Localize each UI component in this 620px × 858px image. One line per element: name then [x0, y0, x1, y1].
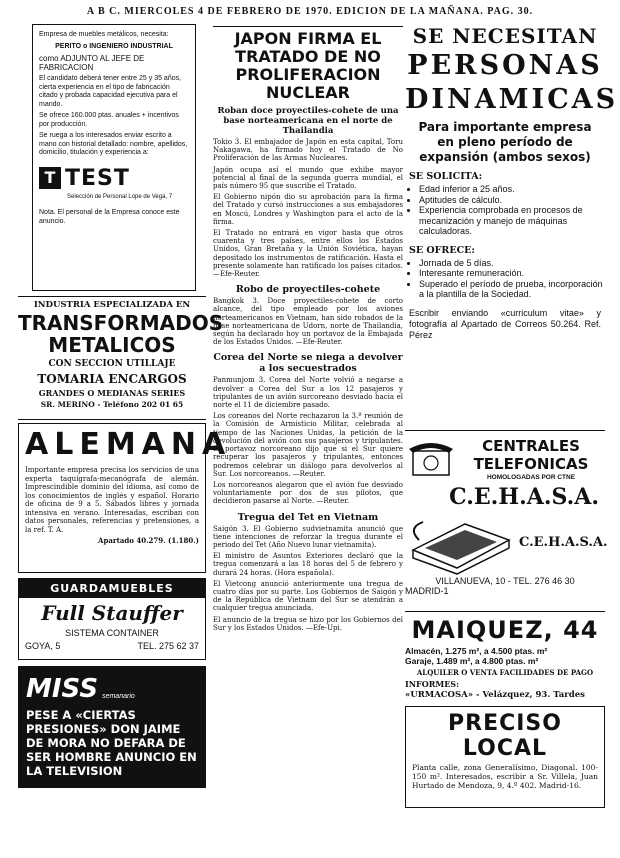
ad-guardamuebles-brand: Full Stauffer: [41, 601, 183, 625]
ad-miss-text: PESE A «CIERTAS PRESIONES» DON JAIME DE MORA NO DEFARA DE SER HOMBRE ANUNCIO EN LA TELEVISION: [26, 708, 197, 778]
test-address: Selección de Personal Lope de Vega, 7: [67, 193, 173, 200]
ad-miss-brand: MISS: [26, 674, 99, 704]
column-right: [405, 24, 619, 813]
ad-personas-ofrece: SE OFRECE:: [409, 244, 475, 256]
ad-guardamuebles-address: GOYA, 5: [25, 641, 61, 651]
article-paragraph: Japón ocupa así el mundo que exhibe mayor potencial al final de la segunda guerra mundial, el país número 95 que suscribe el Tratado.: [213, 165, 403, 191]
article-paragraph: El anuncio de la tregua se hizo por los Gobiernos del Sur y los Estados Unidos. —Efe-Upi.: [213, 615, 403, 632]
test-logo-icon: T: [39, 167, 61, 189]
test-logo-text: TEST: [65, 165, 130, 191]
ad-personas-line1: SE NECESITAN: [412, 24, 598, 48]
ad-maiquez-line1: Almacén, 1.275 m², a 4.500 ptas. m²: [405, 646, 548, 656]
article-paragraph: Saigón 3. El Gobierno sudvietnamita anunció que tiene intenciones de reforzar la tregua durante el periodo del Tet (Año Nuevo lunar vietnamita).: [213, 524, 403, 549]
test-logo-block: [39, 166, 189, 191]
ad-personas-line2: PERSONAS: [407, 50, 603, 81]
ad-personas-line4: Para importante empresa en pleno período de expansión (ambos sexos): [418, 120, 592, 164]
article-section-title: Corea del Norte se niega a devolver a los secuestrados: [213, 352, 403, 375]
list-item: • Experiencia comprobada en procesos de mecanización y manejo de máquinas calculadoras.: [419, 205, 605, 237]
ad-industria-line5: SR. MERINO - Teléfono 202 01 65: [40, 400, 184, 409]
telephone-icon: [405, 437, 457, 479]
ad-muebles-role: PERITO o INGENIERO INDUSTRIAL: [55, 42, 173, 50]
ad-miss-tag: semanario: [102, 693, 135, 700]
column-left: [18, 24, 232, 788]
ad-muebles-position: como ADJUNTO AL JEFE DE FABRICACION: [39, 54, 145, 72]
ad-personas-offers: [405, 258, 605, 300]
list-item: • Jornada de 5 días.: [419, 258, 605, 269]
ad-industria-line3: TOMARIA ENCARGOS: [37, 372, 187, 386]
ad-personas-requirements: [405, 184, 605, 237]
ad-guardamuebles-title: GUARDAMUEBLES: [19, 579, 205, 598]
ad-muebles-apply: Se ruega a los interesados enviar escrito a mano con historial detallado: nombre, apellidos, domicilio, titulación y experiencia a:: [39, 132, 188, 156]
ad-local: [405, 706, 605, 808]
ad-cehasa-brand-small: C.E.H.A.S.A.: [519, 534, 608, 550]
article-paragraph: El Vietcong anunció anteriormente una tregua de cuatro días por su parte. Los Gobiernos de Saigón y de la República de Vietnam del Sur se atendrán a cualquier tregua anunciada.: [213, 579, 403, 613]
article-section-title: Tregua del Tet en Vietnam: [237, 511, 379, 523]
page-header: A B C. MIERCOLES 4 DE FEBRERO DE 1970. EDICION DE LA MAÑANA. PAG. 30.: [86, 6, 534, 17]
ad-guardamuebles-phone: TEL. 275 62 37: [137, 641, 199, 651]
article-paragraph: El Gobierno nipón dio su aprobación para la firma del Tratado y cursó instrucciones a sus embajadores en Moscú, Londres y Washington para el acto de la firma.: [213, 193, 403, 226]
article-section-title: Robo de proyectiles-cohete: [235, 284, 381, 296]
article-headline: JAPON FIRMA EL TRATADO DE NO PROLIFERACION NUCLEAR: [234, 29, 382, 102]
article-paragraph: Bangkok 3. Doce proyectiles-cohete de corto alcance, del tipo empleado por los aviones norteamericanos en Vietnam, han sido robados de la base norteamericana de Udorn, norte de Thailandia, según ha declarado hoy un portavoz de la Embajada de los Estados Unidos. —Efe-Reuter.: [213, 297, 403, 347]
ad-maiquez-line2: Garaje, 1.489 m², a 4.800 ptas. m²: [405, 656, 539, 666]
article-paragraph: Tokio 3. El embajador de Japón en esta capital, Toru Nakagawa, ha firmado hoy el Tratado de No Proliferación de las Armas Nucleares.: [213, 138, 403, 163]
list-item: • Superado el período de prueba, incorporación a la plantilla de la Sociedad.: [419, 279, 605, 300]
ad-local-text: Planta calle, zona Generalísimo, Diagonal. 100-150 m². Interesados, escribir a Sr. Villela, Juan Hurtado de Mendoza, 9, 4.º 402. Madrid-16.: [412, 763, 598, 790]
ad-muebles-offer: Se ofrece 160.000 ptas. anuales + incentivos por producción.: [39, 112, 179, 128]
ad-personas-line3: DINAMICAS: [405, 84, 619, 115]
ad-maiquez-line5: «URMACOSA» - Velázquez, 93. Tardes: [405, 690, 585, 700]
ad-muebles-intro: Empresa de muebles metálicos, necesita:: [39, 31, 169, 38]
ad-alemana-title: ALEMANA: [25, 427, 232, 462]
switchboard-illustration: [405, 510, 515, 574]
article-paragraph: Los coreanos del Norte rechazaron la 3.ª reunión de la Comisión de Armisticio Militar, celebrada al tiempo de las Naciones Unidas, la petición de la devolución del avión con sus pasajeros y tripulantes. El portavoz norcoreano dijo que si el Sur quiere recuperar los pasajeros y tripulantes, entonces podremos celebrar un diálogo para devolverlos al Sur. Los norcoreanos. —Reuter.: [213, 412, 403, 478]
article-paragraph: Los norcoreanos alegaron que el avión fue desviado voluntariamente por dos de sus pilotos, que decidieron pasarse al Norte. —Reuter.: [213, 480, 403, 506]
ad-cehasa-city: MADRID-1: [405, 586, 449, 596]
ad-cehasa: [405, 437, 608, 607]
ad-guardamuebles: [18, 578, 206, 660]
ad-alemana-text: Importante empresa precisa los servicios de una experta taquígrafa-mecanógrafa de alemán. Imprescindible dominio del idioma, así como de los conocimientos de inglés y español. Horario de oficina de 9 a 5. Sábados libres y jornada intensiva en verano. Interesadas, escriban con datos personales, referencias y pretensiones, a la ref. T. A.: [25, 466, 199, 534]
ad-industria-line4: GRANDES O MEDIANAS SERIES: [38, 388, 186, 398]
ad-alemana: [18, 423, 232, 573]
ad-industria-line2: CON SECCION UTILLAJE: [48, 359, 176, 369]
list-item: • Interesante remuneración.: [419, 268, 605, 279]
ad-maiquez-line3: ALQUILER O VENTA FACILIDADES DE PAGO: [416, 668, 594, 677]
article-paragraph: Panmunjom 3. Corea del Norte volvió a negarse a devolver a Corea del Sur a los 12 pasajeros y tripulantes de un avión surcoreano desviado hacia el norte el 11 de diciembre pasado.: [213, 376, 403, 410]
column-middle: [213, 24, 403, 854]
ad-cehasa-title2: TELEFONICAS: [473, 455, 589, 473]
ad-personas: [405, 24, 619, 424]
ad-muebles-note: Nota. El personal de la Empresa conoce este anuncio.: [39, 209, 180, 225]
ad-guardamuebles-sub: SISTEMA CONTAINER: [65, 628, 159, 638]
ad-industria-line1: INDUSTRIA ESPECIALIZADA EN: [33, 300, 191, 310]
ad-muebles: [32, 24, 196, 291]
ad-cehasa-title1: CENTRALES: [482, 437, 580, 455]
ad-maiquez-line4: INFORMES:: [405, 679, 460, 689]
ad-local-title: PRECISO LOCAL: [448, 711, 562, 761]
ad-industria: [18, 300, 224, 416]
ad-industria-big1: TRANSFORMADOS: [18, 311, 224, 335]
ad-muebles-requirements: El candidato deberá tener entre 25 y 35 años, cierta experiencia en el tipo de fabricación citado y probada capacidad ejecutiva para el mando.: [39, 75, 182, 108]
ad-maiquez: [405, 616, 605, 706]
ad-cehasa-address: VILLANUEVA, 10 - TEL. 276 46 30: [435, 576, 575, 586]
article-paragraph: El ministro de Asuntos Exteriores declaró que la tregua comenzará a las 18 horas del 5 de febrero y durará 24 horas. (Hora española).: [213, 552, 403, 577]
ad-personas-solicita: SE SOLICITA:: [409, 171, 483, 182]
ad-personas-apply: Escribir enviando «curriculum vitae» y fotografía al Apartado de Correos 50.264. Ref. Pérez: [409, 307, 601, 340]
ad-cehasa-brand: C.E.H.A.S.A.: [449, 484, 599, 510]
article-subhead: Roban doce proyectiles-cohete de una base norteamericana en el norte de Thailandia: [217, 106, 399, 136]
ad-industria-big2: METALICOS: [48, 333, 176, 357]
ad-maiquez-title: MAIQUEZ, 44: [411, 616, 599, 644]
ad-miss: [18, 666, 206, 788]
list-item: • Aptitudes de cálculo.: [419, 195, 605, 206]
ad-alemana-ref: Apartado 40.279. (1.180.): [98, 536, 199, 545]
list-item: • Edad inferior a 25 años.: [419, 184, 605, 195]
article-paragraph: El Tratado no entrará en vigor hasta que otros cuarenta y tres países, entre ellos los Estados Unidos, Gran Bretaña y la Unión Soviética, hayan depositado los instrumentos de ratificación. Hasta el presente solamente han ratificado los países citados. —Efe-Reuter.: [213, 229, 403, 279]
ad-cehasa-title3: HOMOLOGADAS POR CTNE: [486, 474, 576, 481]
